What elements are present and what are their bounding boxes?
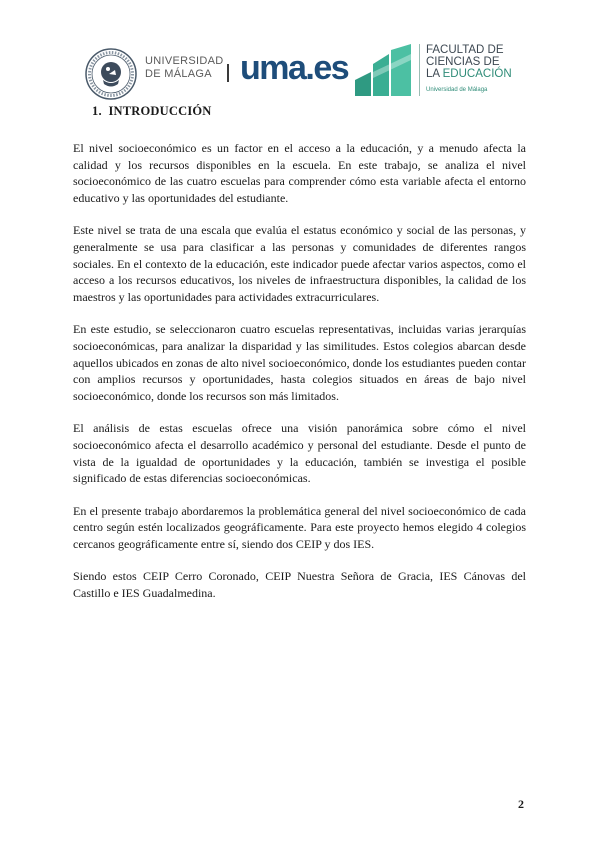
uma-wordmark: uma.es [240,49,349,87]
document-body [73,140,526,618]
paragraph: Siendo estos CEIP Cerro Coronado, CEIP Nuestra Señora de Gracia, IES Cánovas del Castillo e IES Guadalmedina. [73,569,526,601]
faculty-logo-icon [353,44,415,96]
paragraph: El análisis de estas escuelas ofrece una visión panorámica sobre cómo el nivel socioeconómico afecta el desarrollo académico y personal del estudiante. Desde el punto de vista de la igualdad de oportunidades y la educación, también se investiga el posible significado de estas diferencias socioeconómicas. [73,421,526,486]
university-seal-icon [85,48,137,100]
page-number: 2 [518,797,524,811]
section-heading [92,104,212,119]
section-title: INTRODUCCIÓN [108,104,212,118]
faculty-subtitle: Universidad de Málaga [426,87,488,93]
paragraph: Este nivel se trata de una escala que evalúa el estatus económico y social de las personas, y generalmente se usa para clasificar a las personas y comunidades de diferentes rangos sociales. En el contexto de la educación, este indicador puede afectar varios aspectos, como el acceso a los recursos educativos, los niveles de infraestructura disponibles, la calidad de los maestros y las oportunidades para actividades extracurriculares. [73,223,526,304]
header-separator [227,64,229,82]
paragraph: El nivel socioeconómico es un factor en el acceso a la educación, y a menudo afecta la calidad y los recursos disponibles en la escuela. En este trabajo, se analiza el nivel socioeconómico de las cuatro escuelas para comprender cómo esta variable afecta el entorno educativo y las oportunidades del estudiante. [73,141,526,205]
paragraph: En este estudio, se seleccionaron cuatro escuelas representativas, incluidas varias jerarquías socioeconómicas, para analizar la disparidad y las similitudes. Estos colegios abarcan desde aquellos ubicados en zonas de alto nivel socioeconómico, donde los estudiantes pueden contar con amplios recursos y oportunidades, hasta colegios situados en áreas de bajo nivel socioeconómico, donde los recursos son más limitados. [73,322,526,403]
paragraph: En el presente trabajo abordaremos la problemática general del nivel socioeconómico de cada centro según estén localizados geográficamente. Para este proyecto hemos elegido 4 colegios cercanos geográficamente entre sí, siendo dos CEIP y dos IES. [73,503,526,551]
faculty-divider [419,44,420,96]
document-header [0,0,600,110]
section-number: 1. [92,104,102,118]
university-name: UNIVERSIDAD DE MÁLAGA [145,55,224,80]
faculty-name: FACULTAD DE CIENCIAS DE LA EDUCACIÓN [426,44,512,80]
